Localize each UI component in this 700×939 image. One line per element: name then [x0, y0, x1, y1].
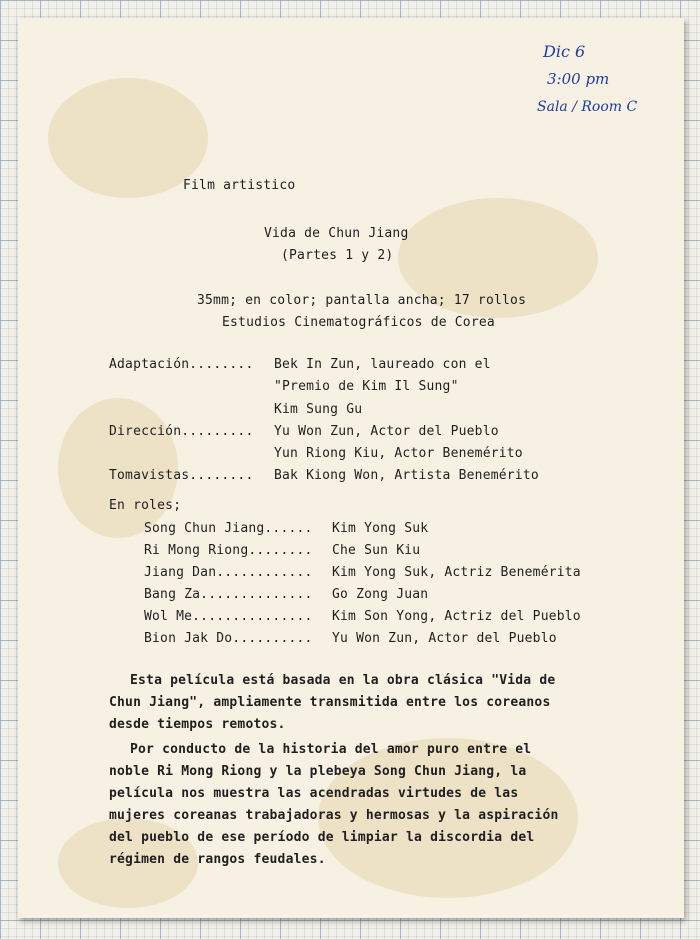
- document-page: [18, 18, 684, 918]
- synopsis-line: noble Ri Mong Riong y la plebeya Song Chun Jiang, la: [109, 764, 527, 779]
- cast-actor: Kim Yong Suk, Actriz Benemérita: [332, 565, 581, 580]
- technical-specs: 35mm; en color; pantalla ancha; 17 rollos: [197, 293, 527, 308]
- synopsis-line: Por conducto de la historia del amor puro entre el: [130, 742, 532, 757]
- credit-value: Yu Won Zun, Actor del Pueblo: [274, 424, 499, 439]
- synopsis-line: desde tiempos remotos.: [109, 717, 286, 732]
- studio-name: Estudios Cinematográficos de Corea: [222, 315, 495, 330]
- credit-label: Tomavistas........: [109, 468, 254, 483]
- typewritten-text: [18, 18, 684, 918]
- cast-heading: En roles;: [109, 498, 182, 513]
- credit-label: Adaptación........: [109, 357, 254, 372]
- film-subtitle: (Partes 1 y 2): [281, 248, 394, 263]
- cast-role: Bang Za..............: [144, 587, 313, 602]
- handwritten-time: 3:00 pm: [547, 70, 610, 88]
- cast-actor: Yu Won Zun, Actor del Pueblo: [332, 631, 557, 646]
- credit-value: Bak Kiong Won, Artista Benemérito: [274, 468, 539, 483]
- cast-role: Bion Jak Do..........: [144, 631, 313, 646]
- credit-value: "Premio de Kim Il Sung": [274, 379, 459, 394]
- category-label: Film artistico: [183, 178, 296, 193]
- synopsis-line: Chun Jiang", ampliamente transmitida entre los coreanos: [109, 695, 551, 710]
- handwritten-room: Sala / Room C: [537, 99, 638, 115]
- credit-value: Kim Sung Gu: [274, 402, 363, 417]
- cast-role: Ri Mong Riong........: [144, 543, 313, 558]
- synopsis-line: Esta película está basada en la obra clásica "Vida de: [130, 673, 556, 688]
- cast-role: Wol Me...............: [144, 609, 313, 624]
- cast-role: Song Chun Jiang......: [144, 521, 313, 536]
- credit-label: Dirección.........: [109, 424, 254, 439]
- credit-value: Yun Riong Kiu, Actor Benemérito: [274, 446, 523, 461]
- cast-actor: Kim Son Yong, Actriz del Pueblo: [332, 609, 581, 624]
- handwritten-date: Dic 6: [543, 42, 586, 61]
- synopsis-line: mujeres coreanas trabajadoras y hermosas y la aspiración: [109, 808, 559, 823]
- synopsis-line: régimen de rangos feudales.: [109, 852, 326, 867]
- cast-actor: Kim Yong Suk: [332, 521, 429, 536]
- cast-actor: Go Zong Juan: [332, 587, 429, 602]
- synopsis-line: película nos muestra las acendradas virtudes de las: [109, 786, 519, 801]
- cast-role: Jiang Dan............: [144, 565, 313, 580]
- cast-actor: Che Sun Kiu: [332, 543, 421, 558]
- film-title: Vida de Chun Jiang: [264, 226, 409, 241]
- credit-value: Bek In Zun, laureado con el: [274, 357, 491, 372]
- synopsis-line: del pueblo de ese período de limpiar la discordia del: [109, 830, 535, 845]
